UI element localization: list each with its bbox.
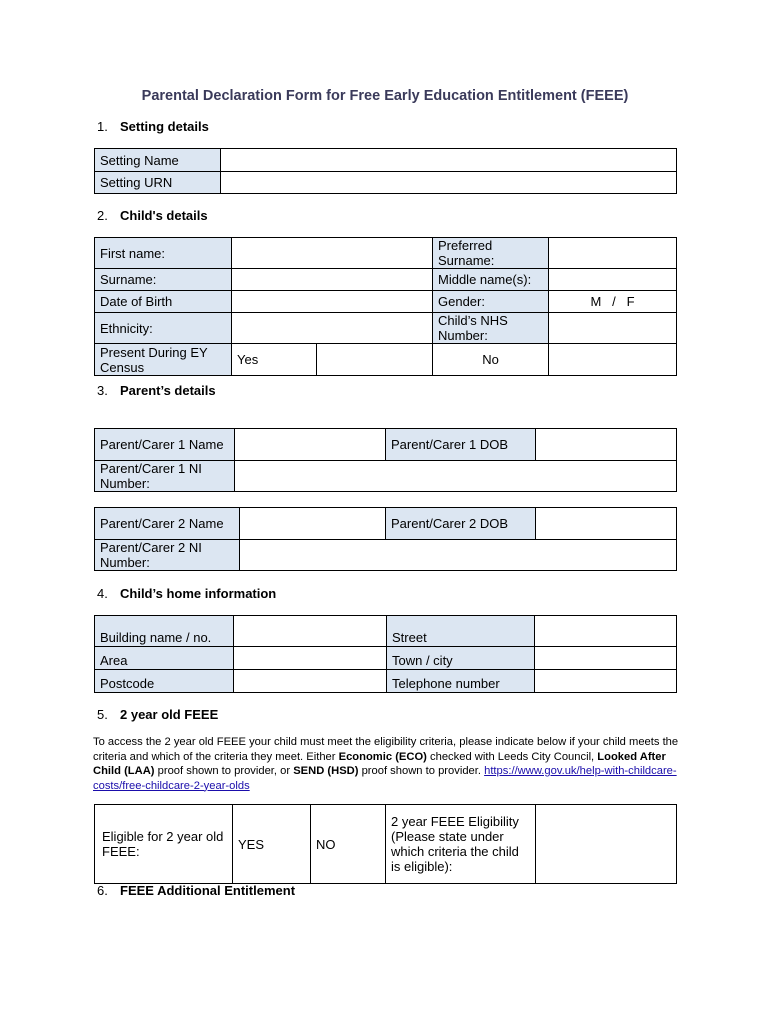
eligible-label: Eligible for 2 year old FEEE: — [95, 805, 233, 884]
section-title: Setting details — [120, 119, 209, 134]
town-label: Town / city — [387, 647, 535, 670]
first-name-label: First name: — [95, 238, 232, 269]
parent2-ni-field[interactable] — [240, 540, 677, 571]
section-heading-parent — [97, 383, 216, 398]
para-text: proof shown to provider. — [358, 765, 485, 777]
setting-name-label: Setting Name — [95, 149, 221, 172]
middle-names-field[interactable] — [549, 269, 677, 291]
street-label: Street — [387, 616, 535, 647]
setting-details-table — [94, 148, 677, 194]
child-details-table — [94, 237, 677, 376]
page-title: Parental Declaration Form for Free Early Education Entitlement (FEEE) — [141, 88, 629, 104]
send-term: SEND (HSD) — [293, 765, 359, 777]
parent1-ni-label: Parent/Carer 1 NI Number: — [95, 461, 235, 492]
section-heading-2yo — [97, 707, 218, 722]
town-field[interactable] — [535, 647, 677, 670]
section-title: Child's details — [120, 208, 208, 223]
section-heading-setting — [97, 119, 209, 134]
postcode-label: Postcode — [95, 670, 234, 693]
parent1-dob-label: Parent/Carer 1 DOB — [386, 429, 536, 461]
nhs-number-label: Child’s NHS Number: — [433, 313, 549, 344]
section-number: 4. — [97, 586, 108, 601]
ey-census-yes-box[interactable] — [317, 344, 433, 376]
telephone-label: Telephone number — [387, 670, 535, 693]
section-number: 3. — [97, 383, 108, 398]
section-number: 5. — [97, 707, 108, 722]
gov-uk-link[interactable]: https://www.gov.uk/help-with-childcare-costs/free-childcare-2-year-olds — [93, 765, 677, 792]
eligibility-paragraph — [93, 735, 683, 793]
building-field[interactable] — [234, 616, 387, 647]
laa-term: Looked After Child (LAA) — [93, 750, 666, 777]
preferred-surname-label: Preferred Surname: — [433, 238, 549, 269]
street-field[interactable] — [535, 616, 677, 647]
ey-census-yes-label: Yes — [232, 344, 317, 376]
dob-field[interactable] — [232, 291, 433, 313]
ethnicity-field[interactable] — [232, 313, 433, 344]
postcode-field[interactable] — [234, 670, 387, 693]
ey-census-no-box[interactable] — [549, 344, 677, 376]
section-number: 2. — [97, 208, 108, 223]
parent1-table — [94, 428, 677, 492]
setting-urn-label: Setting URN — [95, 172, 221, 194]
telephone-field[interactable] — [535, 670, 677, 693]
section-heading-home — [97, 586, 276, 601]
section-number: 6. — [97, 883, 108, 898]
criteria-field[interactable] — [536, 805, 677, 884]
dob-label: Date of Birth — [95, 291, 232, 313]
setting-name-field[interactable] — [221, 149, 677, 172]
para-text: proof shown to provider, or — [154, 765, 294, 777]
parent2-dob-label: Parent/Carer 2 DOB — [386, 508, 536, 540]
ey-census-no-label: No — [433, 344, 549, 376]
surname-field[interactable] — [232, 269, 433, 291]
criteria-label: 2 year FEEE Eligibility (Please state under which criteria the child is eligible): — [386, 805, 536, 884]
parent2-dob-field[interactable] — [536, 508, 677, 540]
gender-label: Gender: — [433, 291, 549, 313]
para-text: To access the 2 year old FEEE your child must meet the eligibility criteria, please indicate below if your child meets the criteria and which of the criteria they meet. Either — [93, 736, 679, 763]
surname-label: Surname: — [95, 269, 232, 291]
parent2-name-field[interactable] — [240, 508, 386, 540]
parent2-ni-label: Parent/Carer 2 NI Number: — [95, 540, 240, 571]
building-label: Building name / no. — [95, 616, 234, 647]
para-text: checked with Leeds City Council, — [426, 750, 598, 763]
section-title: FEEE Additional Entitlement — [120, 883, 296, 898]
section-title: Child’s home information — [120, 586, 277, 601]
eligible-no[interactable]: NO — [311, 805, 386, 884]
preferred-surname-field[interactable] — [549, 238, 677, 269]
section-heading-additional — [97, 883, 295, 898]
area-field[interactable] — [234, 647, 387, 670]
ey-census-label: Present During EY Census — [95, 344, 232, 376]
parent1-name-field[interactable] — [235, 429, 386, 461]
gender-options[interactable]: M / F — [549, 291, 677, 313]
setting-urn-field[interactable] — [221, 172, 677, 194]
nhs-number-field[interactable] — [549, 313, 677, 344]
eligible-yes[interactable]: YES — [233, 805, 311, 884]
parent2-name-label: Parent/Carer 2 Name — [95, 508, 240, 540]
first-name-field[interactable] — [232, 238, 433, 269]
parent1-dob-field[interactable] — [536, 429, 677, 461]
home-info-table — [94, 615, 677, 693]
section-number: 1. — [97, 119, 108, 134]
parent1-name-label: Parent/Carer 1 Name — [95, 429, 235, 461]
section-heading-child — [97, 208, 208, 223]
middle-names-label: Middle name(s): — [433, 269, 549, 291]
section-title: 2 year old FEEE — [120, 707, 219, 722]
ethnicity-label: Ethnicity: — [95, 313, 232, 344]
area-label: Area — [95, 647, 234, 670]
parent2-table — [94, 507, 677, 571]
eco-term: Economic (ECO) — [338, 750, 427, 763]
section-title: Parent’s details — [120, 383, 216, 398]
parent1-ni-field[interactable] — [235, 461, 677, 492]
two-year-eligibility-table — [94, 804, 677, 884]
